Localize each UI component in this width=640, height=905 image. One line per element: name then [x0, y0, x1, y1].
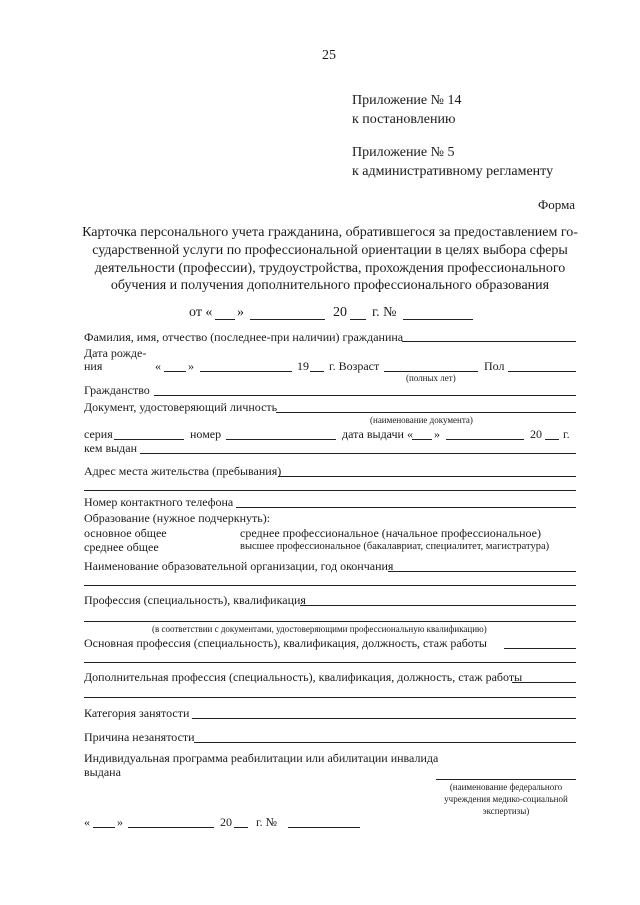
ipra-field[interactable]	[436, 779, 576, 780]
date-from-label: от «	[189, 305, 213, 320]
main-profession-field-2[interactable]	[84, 662, 576, 663]
birth-day-field[interactable]	[164, 371, 186, 372]
bottom-year-field[interactable]	[234, 827, 248, 828]
date-number-label: г. №	[372, 305, 397, 320]
ipra-note-1: (наименование федерального	[449, 782, 563, 792]
issue-year-field[interactable]	[545, 439, 559, 440]
ipra-note-3: экспертизы)	[482, 806, 530, 816]
appendix-5-line2: к административному регламенту	[352, 164, 554, 179]
bottom-number-field[interactable]	[288, 827, 360, 828]
edu-org-field-2[interactable]	[84, 585, 576, 586]
add-profession-label: Дополнительная профессия (специальность), квалификация, должность, стаж работы	[84, 670, 523, 684]
edu-option-higher[interactable]: высшее профессиональное (бакалавриат, специалитет, магистратура)	[240, 541, 550, 552]
identity-doc-field[interactable]	[276, 412, 576, 413]
issue-year-suffix: г.	[563, 427, 570, 441]
doc-name-note: (наименование документа)	[370, 415, 473, 425]
citizenship-field[interactable]	[154, 395, 576, 396]
profession-field-1[interactable]	[300, 605, 576, 606]
add-profession-field-2[interactable]	[84, 697, 576, 698]
employment-category-field[interactable]	[192, 718, 576, 719]
issue-year-prefix: 20	[530, 427, 542, 441]
title-line-4: обучения и получения дополнительного профессионального образования	[110, 278, 550, 293]
date-year-prefix: 20	[333, 305, 347, 320]
issued-by-field[interactable]	[140, 453, 576, 454]
title-line-1: Карточка персонального учета гражданина, обратившегося за предоставлением го-	[82, 225, 578, 240]
birth-label-1: Дата рожде-	[84, 346, 147, 360]
birth-month-field[interactable]	[200, 371, 292, 372]
sex-field[interactable]	[508, 371, 576, 372]
profession-field-2[interactable]	[84, 621, 576, 622]
form-label: Форма	[538, 197, 575, 212]
age-field[interactable]	[384, 371, 478, 372]
date-quote-close: »	[237, 305, 244, 320]
edu-org-label: Наименование образовательной организации, год окончания	[84, 559, 394, 573]
title-line-3: деятельности (профессии), трудоустройства, прохождения профессионального	[94, 261, 566, 276]
bottom-day-field[interactable]	[93, 827, 115, 828]
issue-date-label: дата выдачи «	[342, 427, 413, 441]
series-field[interactable]	[114, 439, 184, 440]
main-profession-field-1[interactable]	[504, 648, 576, 649]
number-label: номер	[190, 427, 222, 441]
number-field[interactable]	[226, 439, 336, 440]
birth-open-quote: «	[155, 359, 161, 373]
ipra-note-2: учреждения медико-социальной	[444, 794, 568, 804]
date-year-field[interactable]	[350, 319, 366, 320]
ipra-label-1: Индивидуальная программа реабилитации или абилитации инвалида	[84, 751, 439, 765]
main-profession-label: Основная профессия (специальность), квалификация, должность, стаж работы	[84, 636, 487, 650]
birth-year-prefix: 19	[297, 359, 309, 373]
appendix-14-line2: к постановлению	[352, 112, 456, 127]
series-label: серия	[84, 427, 113, 441]
identity-doc-label: Документ, удостоверяющий личность	[84, 400, 278, 414]
add-profession-field-1[interactable]	[512, 682, 576, 683]
unemployment-reason-label: Причина незанятости	[84, 730, 195, 744]
address-field-1[interactable]	[278, 476, 576, 477]
birth-close-quote: »	[188, 359, 194, 373]
address-field-2[interactable]	[84, 490, 576, 491]
appendix-14-line1: Приложение № 14	[352, 93, 462, 108]
phone-field[interactable]	[236, 507, 576, 508]
birth-year-field[interactable]	[310, 371, 324, 372]
issued-by-label: кем выдан	[84, 441, 138, 455]
profession-note: (в соответствии с документами, удостоверяющими профессиональную квалификацию)	[152, 624, 487, 634]
sex-label: Пол	[484, 359, 505, 373]
address-label: Адрес места жительства (пребывания)	[84, 464, 282, 478]
age-label: г. Возраст	[329, 359, 380, 373]
date-day-field[interactable]	[215, 319, 235, 320]
appendix-5-line1: Приложение № 5	[352, 145, 455, 160]
citizenship-label: Гражданство	[84, 383, 150, 397]
edu-org-field-1[interactable]	[388, 571, 576, 572]
edu-option-secondary-prof[interactable]: среднее профессиональное (начальное профессиональное)	[240, 526, 541, 540]
edu-option-basic[interactable]: основное общее	[84, 526, 167, 540]
issue-day-field[interactable]	[412, 439, 432, 440]
fio-label: Фамилия, имя, отчество (последнее-при наличии) гражданина	[84, 330, 404, 344]
page-number: 25	[322, 48, 336, 63]
bottom-number-label: г. №	[256, 815, 278, 829]
date-month-field[interactable]	[250, 319, 325, 320]
edu-option-secondary-general[interactable]: среднее общее	[84, 540, 159, 554]
phone-label: Номер контактного телефона	[84, 495, 234, 509]
issue-month-field[interactable]	[446, 439, 524, 440]
date-number-field[interactable]	[403, 319, 473, 320]
full-years-note: (полных лет)	[406, 373, 456, 383]
unemployment-reason-field[interactable]	[194, 742, 576, 743]
bottom-year-prefix: 20	[220, 815, 232, 829]
education-label: Образование (нужное подчеркнуть):	[84, 511, 271, 525]
bottom-open-quote: «	[84, 815, 90, 829]
bottom-close-quote: »	[117, 815, 123, 829]
birth-label-2: ния	[84, 359, 103, 373]
title-line-2: сударственной услуги по профессиональной ориентации в целях выбора сферы	[92, 243, 568, 258]
profession-label: Профессия (специальность), квалификация	[84, 593, 306, 607]
ipra-label-2: выдана	[84, 765, 121, 779]
issue-close-quote: »	[434, 427, 440, 441]
bottom-month-field[interactable]	[128, 827, 214, 828]
fio-field[interactable]	[402, 341, 576, 342]
employment-category-label: Категория занятости	[84, 706, 190, 720]
